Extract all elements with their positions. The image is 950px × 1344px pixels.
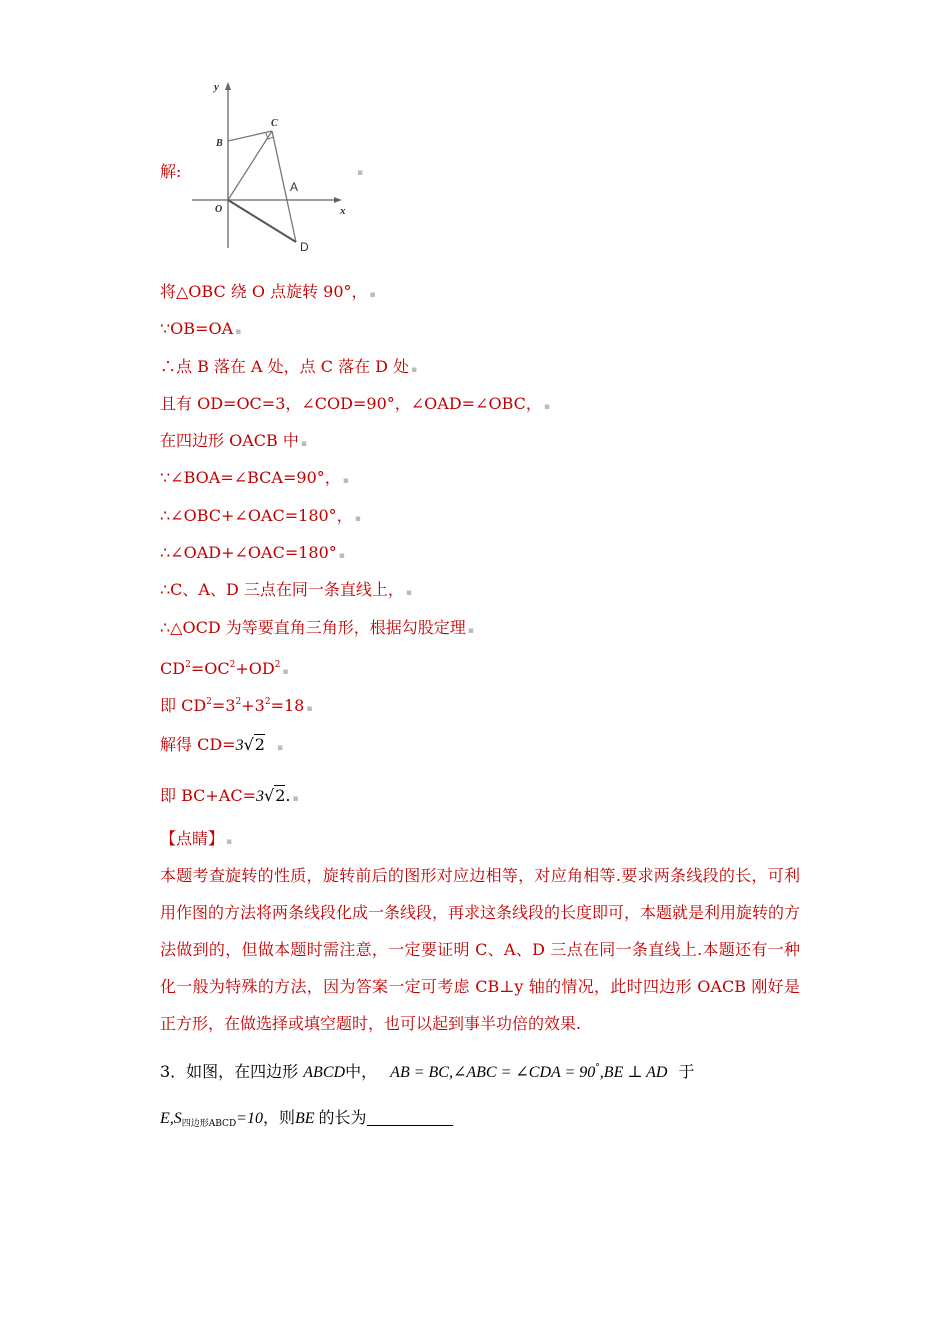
segment-oc xyxy=(228,131,272,200)
segment-od xyxy=(228,200,296,242)
equation-answer: 即 BC+AC=3√2. ▪ xyxy=(160,786,299,805)
label-a: A xyxy=(290,180,299,194)
equation-pythagoras: $CD^2=OC^2+OD^2▪$ xyxy=(160,659,289,678)
x-axis-arrow xyxy=(334,197,342,203)
label-y: y xyxy=(214,81,219,93)
step-7: ∴∠OBC+∠OAC=180°， ▪ xyxy=(160,506,361,525)
sqrt-symbol: √2 xyxy=(264,786,286,805)
equation-substitution: 即 $CD^2=3^2+3^2=18$ ▪ xyxy=(160,696,313,715)
step-4: 且有 OD=OC=3，∠COD=90°，∠OAD=∠OBC， ▪ xyxy=(160,394,550,413)
answer-blank[interactable] xyxy=(367,1109,453,1126)
problem-line-2: $E,S_{四边形ABCD}=10$，则BE 的长为 xyxy=(160,1108,453,1134)
step-10: ∴△OCD 为等要直角三角形，根据勾股定理 ▪ xyxy=(160,618,474,637)
geometry-figure xyxy=(186,76,356,252)
label-d: D xyxy=(300,240,309,252)
step-9: ∴C、A、D 三点在同一条直线上， ▪ xyxy=(160,580,413,599)
equation-solution: 解得 CD=3√2 ▪ xyxy=(160,735,284,754)
step-5: 在四边形 OACB 中 ▪ xyxy=(160,431,307,450)
label-c: C xyxy=(271,118,278,129)
paragraph-mark: ▪ xyxy=(357,168,364,178)
comment-body: 本题考查旋转的性质，旋转前后的图形对应边相等，对应角相等.要求两条线段的长，可利用作图的方法将两条线段化成一条线段，再求这条线段的长度即可，本题就是利用旋转的方法做到的，但做本题时需注意，一定要证明 C、A、D 三点在同一条直线上.本题还有一种化一般为特殊的方法，因为答案一定可考虑 CB⊥y 轴的情况，此时四边形 OACB 刚好是正方形，在做选择或填空题时，也可以起到事半功倍的效果. xyxy=(160,866,801,1033)
step-8: ∴∠OAD+∠OAC=180° ▪ xyxy=(160,543,345,562)
step-1: 将△OBC 绕 O 点旋转 90°， ▪ xyxy=(160,282,376,301)
label-x: x xyxy=(340,205,346,217)
problem-line-1: 3．如图，在四边形 ABCD中， AB = BC,∠ABC = ∠CDA = 90°,BE ⊥ AD 于 xyxy=(160,1062,695,1081)
y-axis-arrow xyxy=(225,82,231,90)
comment-title: 【点睛】 ▪ xyxy=(160,829,233,848)
step-2: ∵OB=OA ▪ xyxy=(160,319,242,338)
segment-bc xyxy=(228,131,272,141)
step-6: ∵∠BOA=∠BCA=90°， ▪ xyxy=(160,468,349,487)
sqrt-symbol: √2 xyxy=(243,735,265,754)
step-3: ∴点 B 落在 A 处，点 C 落在 D 处 ▪ xyxy=(160,357,418,376)
label-o: O xyxy=(215,204,223,215)
rotation-diagram xyxy=(186,76,356,252)
label-b: B xyxy=(216,138,223,149)
solution-label: 解: xyxy=(160,162,182,181)
